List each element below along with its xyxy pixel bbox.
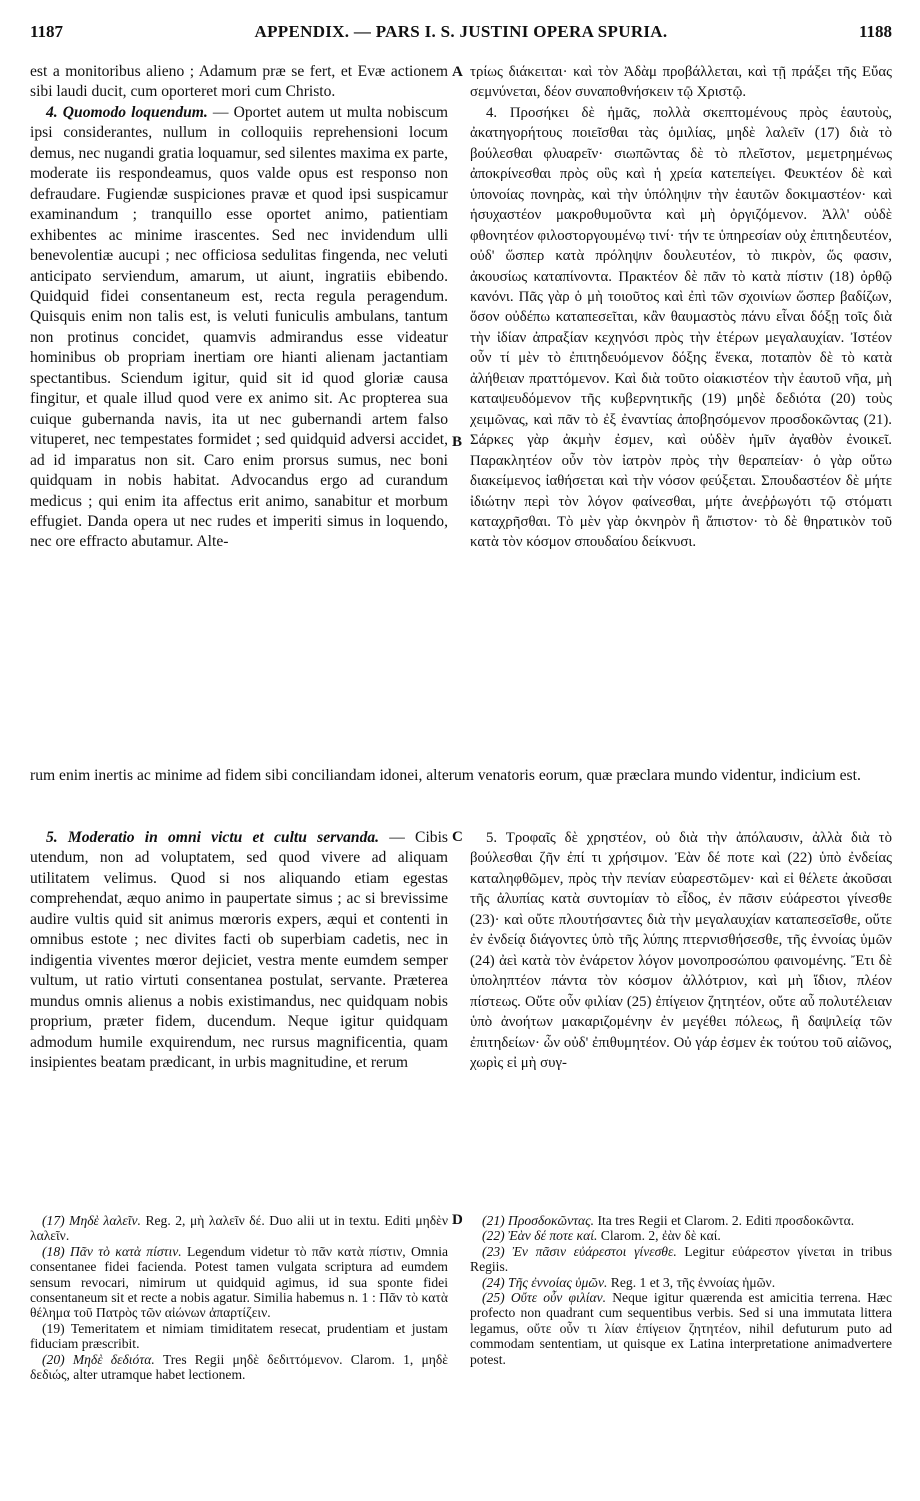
greek-column-top bbox=[470, 62, 892, 762]
page-header bbox=[30, 22, 892, 50]
footnote-text: Reg. 1 et 3, τῆς ἐννοίας ἡμῶν. bbox=[607, 1274, 776, 1290]
latin-section-4-title: 4. Quomodo loquendum. bbox=[46, 103, 208, 121]
footnote-ref: (21) Προσδοκῶντας. bbox=[482, 1213, 595, 1228]
latin-full-width-continuation: rum enim inertis ac minime ad fidem sibi conciliandam idonei, alterum venatoris eorum, quæ præclara mundo videntur, indicium est. bbox=[30, 767, 861, 784]
footnote-text: Reg. 2, μὴ λαλεῖν δέ. Duo alii ut in textu. Editi μηδὲν λαλεῖν. bbox=[30, 1213, 448, 1244]
footnote-ref: (25) Οὔτε οὖν φιλίαν. bbox=[482, 1290, 607, 1306]
latin-column-bottom bbox=[30, 828, 448, 1203]
footnotes-left bbox=[30, 1213, 448, 1493]
footnote-ref: (19) bbox=[42, 1320, 65, 1336]
footnote-ref: (17) Μηδὲ λαλεῖν. bbox=[42, 1213, 141, 1228]
right-page-number: 1188 bbox=[858, 22, 892, 41]
left-page-number: 1187 bbox=[30, 22, 64, 41]
greek-paragraph-5: 5. Τροφαῖς δὲ χρηστέον, οὐ διὰ τὴν ἀπόλαυσιν, ἀλλὰ διὰ τὸ βούλεσθαι ζῆν ἐπί τι χρήσιμον. Ἐὰν δέ ποτε καὶ (22) ὑπὸ ἐνδείας καταληφθῶμεν, πρὸς τὴν πενίαν εὐαρεστῶμεν· καὶ εἰ θέλετε ἀκοῦσαι τῆς ἀλυπίας κατὰ συντομίαν τὸ εἶδος, ἐν πᾶσιν εὐάρεστοι γίνεσθε (23)· καὶ οὔτε πλουτήσαντες διὰ τὴν μεγαλαυχίαν καταπεσεῖσθε, οὔτε ἐν ἐνδείᾳ διάγοντες ὑπὸ τῆς λύπης πτερνισθήσεσθε, τῆς ἐννοίας ὑμῶν (24) ἀεὶ κατὰ τὸν ἐνάρετον λόγον μονοπροσώπου φαινομένης. Ἔτι δὲ ὑποληπτέον πάντα τὸν κόσμον ἀλλότριον, καὶ μὴ ἴδιον, πλέον πίστεως. Οὔτε οὖν φιλίαν (25) ἐπίγειον ζητητέον, οὔτε αὖ πολυτέλειαν ὑπὸ ἀνοήτων μακαριζομένην ἐν μεγέθει πόλεως, ἢ δαψιλείᾳ τῶν ἐπιτηδείων· ὧν οὐδ' ἐπιθυμητέον. Οὐ γάρ ἐσμεν ἐκ τούτου τοῦ αἰῶνος, χωρὶς εἰ μὴ συγ- bbox=[470, 830, 892, 1071]
latin-column-top bbox=[30, 62, 448, 762]
footnote-text: Legendum videtur τὸ πᾶν κατὰ πίστιν, Omnia consentanee fidei facienda. Potest tamen vulgata scriptura ad eumdem sensum revocari, nimirum ut quidquid agimus, id sua sponte fidei consentaneum sit et recte a nobis agatur. Similia habemus n. 1 : Πᾶν τὸ κατὰ θέλημα τοῦ Πατρὸς τῶν αἰώνων ἀπαρτίζειν. bbox=[30, 1243, 448, 1321]
footnote-ref: (18) Πᾶν τὸ κατὰ πίστιν. bbox=[42, 1243, 182, 1259]
footnote-text: Neque igitur quærenda est amicitia terrena. Hæc profecto non quadrant cum sequentibus verbis. Sed si una immutata littera legamus, οὔτε οὖν τι λίαν ἐπίγειον ζητητέον, nihil defuturum puto ad commodam sententiam, ut quisque ex Latina interpretatione animadvertere potest. bbox=[470, 1290, 892, 1367]
latin-section-5-body: — Cibis utendum, non ad voluptatem, sed quod vivere ad aliquam utilitatem velimus. Quod si nos aliquando etiam egestas comprehendat, æquo animo in paupertate simus ; ac si brevissime audire vultis quid sit animus mœroris expers, æqui et contenti in omnibus estote ; nec divites facti ob superbiam cadetis, nec in indigentia viventes mœror dejiciet, vestra mente eumdem semper vultum, ut ratio virtuti consentanea postulat, servante. Præterea mundus omnis alienus a nobis existimandus, nec quidquam nobis proprium, præter fidem, ducendum. Neque igitur quidquam admodum humile exquirendum, nec rursus magnificentia, quam insipientes beatam prædicant, in urbis magnitudine, et rerum bbox=[30, 829, 448, 1071]
footnote-22 bbox=[470, 1228, 892, 1243]
greek-column-bottom bbox=[470, 828, 892, 1203]
footnote-19 bbox=[30, 1321, 448, 1352]
footnote-24 bbox=[470, 1275, 892, 1290]
greek-paragraph-4: 4. Προσήκει δὲ ἡμᾶς, πολλὰ σκεπτομένους πρὸς ἑαυτοὺς, ἀκατηγορήτους ποιεῖσθαι τὰς ὁμιλίας, μηδὲ λαλεῖν (17) διὰ τὸ βούλεσθαι φλυαρεῖν· σιωπῶντας δὲ τὸ πλεῖστον, μεμετρημένως ἀποκρίνεσθαι πρὸς οὓς καὶ ἡ χρεία κατεπείγει. Φευκτέον δὲ καὶ ὑπονοίας πονηρὰς, καὶ τὴν ὑπόληψιν τὴν ἑαυτῶν δοκιμαστέον· καὶ ἡσυχαστέον μακροθυμοῦντα καὶ μὴ ὀργιζόμενον. Ἀλλ' οὐδὲ φθονητέον φιλοστοργουμένῳ τινί· τήν τε ὑπηρεσίαν οὐχ ἐπιτηδευτέον, οὐδ' ὥσπερ κατὰ πρόληψιν δουλευτέον, τὸ πικρὸν, ὥς φασιν, ἀκουσίως καταπίνοντα. Πρακτέον δὲ πᾶν τὸ κατὰ πίστιν (18) ὀρθῷ κανόνι. Πᾶς γὰρ ὁ μὴ τοιοῦτος καὶ ἐπὶ τῶν σχοινίων ὥσπερ βαδίζων, ὅσον οὐδέπω καταπεσεῖται, κἂν θαυμαστὸς πάνυ εἶναι δόξῃ τοῖς διὰ τὴν ἰδίαν ἀπραξίαν κεχηνόσι πρὸς τὴν ἑτέρων μεγαλαυχίαν. Ἰστέον οὖν τί μὲν τὸ ἐπιτηδευόμενον δόξης ἕνεκα, ποταπὸν δὲ τὸ κατὰ ἀλήθειαν πραττόμενον. Καὶ διὰ τοῦτο οἰακιστέον τὴν ἑαυτοῦ νῆα, μὴ καταψευδόμενον τῆς κυβερνητικῆς (19) μηδὲ δεδιότα (20) τοὺς χειμῶνας, καὶ πᾶν τὸ ἐξ ἐναντίας ἀποβησόμενον προσδοκῶντας (21). Σάρκες γὰρ ἀκμὴν ἐσμεν, καὶ οὐδὲν ἡμῖν ἀγαθὸν ἐνοικεῖ. Παρακλητέον οὖν τὸν ἰατρὸν πρὸς τὴν θεραπείαν· ὁ γὰρ οὕτω διακείμενος ἰαθήσεται καὶ τὴν νόσον φεύξεται. Σπουδαστέον δὲ μήτε ἰδιώτην περὶ τὸν λόγον φαίνεσθαι, μήτε ἀνεῤῥωγότι τῷ στόματι καταχρῆσθαι. Τὸ μὲν γὰρ ὀκνηρὸν ἢ ἄπιστον· τὸ δὲ θηρατικὸν τοῦ κατὰ τὸν κόσμον σπουδαίου δείκνυσι. bbox=[470, 104, 892, 551]
margin-marker-a: A bbox=[452, 64, 463, 80]
margin-marker-c: C bbox=[452, 829, 463, 845]
footnote-text: Tres Regii μηδὲ δεδιττόμενον. Clarom. 1, μηδὲ δεδιώς, alter utramque habet lectionem. bbox=[30, 1351, 448, 1383]
footnote-25 bbox=[470, 1290, 892, 1367]
footnote-23 bbox=[470, 1244, 892, 1275]
latin-paragraph-5 bbox=[30, 828, 448, 1073]
footnote-ref: (23) Ἐν πᾶσιν εὐάρεστοι γίνεσθε. bbox=[482, 1243, 677, 1259]
footnote-17 bbox=[30, 1213, 448, 1244]
footnote-18 bbox=[30, 1244, 448, 1321]
margin-marker-b: B bbox=[452, 434, 463, 450]
latin-section-5-title: 5. Moderatio in omni victu et cultu servanda. bbox=[46, 829, 380, 846]
footnote-text: Clarom. 2, ἐὰν δὲ καί. bbox=[597, 1228, 721, 1244]
latin-section-4-body: — Oportet autem ut multa nobiscum ipsi considerantes, nullum in colloquiis reprehensioni locum demus, nec nugandi gratia loquamur, sed silentes maxima ex parte, moderate iis respondeamus, quos valde opus est responso non defraudare. Fugiendæ suspiciones pravæ et quod ipsi suspicamur examinandum ; tranquillo esse oportet animo, patientiam exhibentes ac minime irascentes. Sed nec invidendum ulli benevolentiæ aucupi ; nec officiosa sedulitas fingenda, nec veluti anticipato serviendum, amarum, ut aiunt, ingratiis ebibendo. Quidquid fidei consentaneum est, recta regula peragendum. Quisquis enim non talis est, is veluti funiculis ambulans, tantum non protinus concidet, quamvis admirandus esse videatur hominibus ob propriam inertiam ore hianti alienam jactantiam spectantibus. Sciendum igitur, quid sit id quod gloriæ causa fingitur, et quale illud quod vere ex animo sit. Ac propterea sua cuique gubernanda navis, ita ut nec gubernandi artem falso vituperet, nec tempestates formidet ; sed quidquid adversi accidet, ad id imparatus non sit. Caro enim prorsus sumus, nec boni quidquam in nobis habitat. Advocandus ergo ad curandum medicus ; qui enim ita affectus erit animo, sanabitur et morbum effugiet. Danda opera ut nec rudes et imperiti simus in loquendo, nec ore effracto abutamur. Alte- bbox=[30, 103, 448, 551]
latin-paragraph-4 bbox=[30, 103, 448, 553]
footnote-21 bbox=[470, 1213, 892, 1228]
footnote-text: Ita tres Regii et Clarom. 2. Editi προσδοκῶντα. bbox=[594, 1213, 855, 1228]
footnote-text: Temeritatem et nimiam timiditatem resecat, prudentiam et justam fiduciam præscribit. bbox=[30, 1320, 448, 1352]
greek-paragraph-3-end: τρίως διάκειται· καὶ τὸν Ἀδὰμ προβάλλεται, καὶ τῇ πράξει τῆς Εὔας σεμνύνεται, δέον συναποθνήσκειν τῷ Χριστῷ. bbox=[470, 64, 892, 101]
running-title: APPENDIX. — PARS I. S. JUSTINI OPERA SPURIA. bbox=[254, 22, 668, 41]
latin-paragraph-3-end: est a monitoribus alieno ; Adamum præ se fert, et Evæ actionem sibi laudi ducit, cum oporteret mori cum Christo. bbox=[30, 63, 448, 101]
footnote-text: Legitur εὐάρεστον γίνεται in tribus Regiis. bbox=[470, 1243, 892, 1275]
footnote-ref: (24) Τῆς ἐννοίας ὑμῶν. bbox=[482, 1274, 608, 1290]
margin-marker-d: D bbox=[452, 1212, 463, 1228]
footnote-ref: (20) Μηδὲ δεδιότα. bbox=[42, 1351, 155, 1367]
footnote-ref: (22) Ἐὰν δέ ποτε καί. bbox=[482, 1228, 598, 1244]
footnotes-right bbox=[470, 1213, 892, 1493]
footnote-20 bbox=[30, 1352, 448, 1383]
